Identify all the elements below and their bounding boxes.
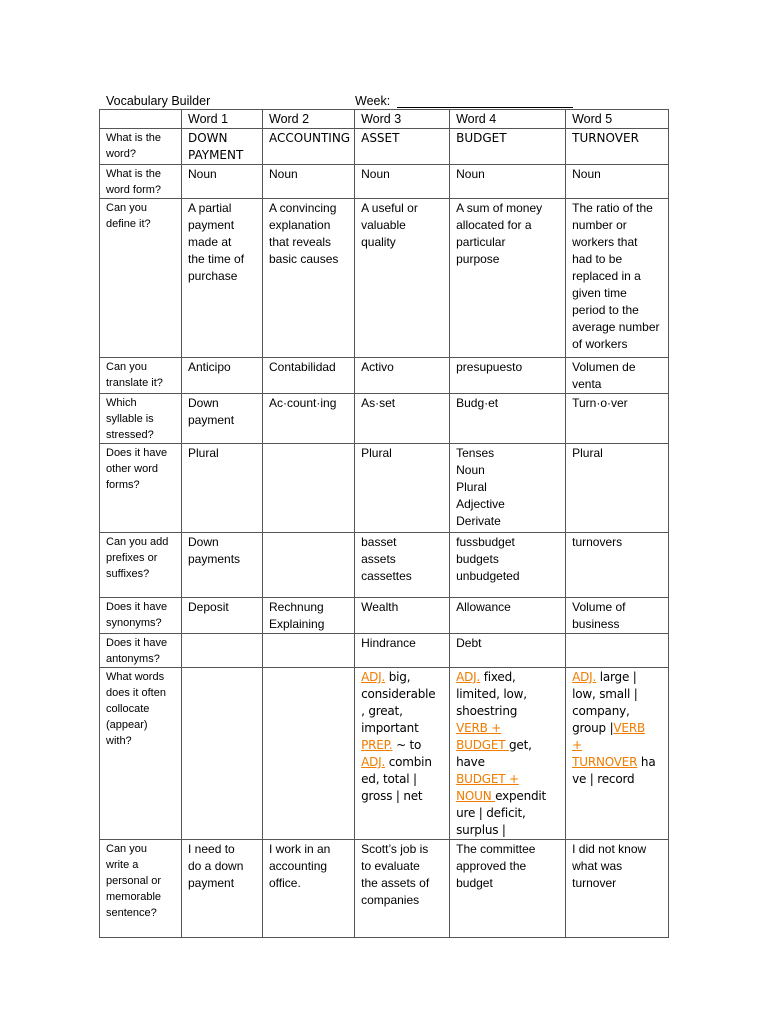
cell-line: Can you	[106, 361, 147, 373]
answer-cell	[182, 533, 263, 598]
cell-line: A convincing	[269, 201, 337, 215]
collocation-line	[572, 737, 664, 754]
cell-line: Wealth	[361, 600, 399, 614]
cell-line: explanation	[269, 218, 331, 232]
cell-line: cassettes	[361, 569, 412, 583]
cell-line: A sum of money	[456, 201, 543, 215]
cell-line: that reveals	[269, 235, 332, 249]
cell-line: given time	[572, 286, 627, 300]
cell-line: turnovers	[572, 535, 623, 549]
collocation-text: low, small |	[572, 687, 638, 701]
collocation-text: have	[456, 755, 485, 769]
grammar-marker: VERB	[613, 721, 645, 735]
collocation-text: big,	[385, 670, 411, 684]
cell-line: Rechnung	[269, 600, 324, 614]
cell-line: Noun	[456, 463, 485, 477]
table-row	[100, 394, 669, 444]
cell-line: other word	[106, 463, 158, 475]
answer-cell	[355, 533, 450, 598]
document-title: Vocabulary Builder	[106, 94, 211, 108]
table-header-row	[100, 110, 669, 129]
question-cell	[100, 165, 182, 199]
cell-line: Ac·count·ing	[269, 396, 337, 410]
cell-line: ACCOUNTING	[269, 131, 351, 145]
cell-line: antonyms?	[106, 653, 160, 665]
table-row	[100, 444, 669, 533]
answer-cell	[566, 668, 669, 840]
collocation-line	[572, 771, 664, 788]
cell-line: Contabilidad	[269, 360, 336, 374]
cell-line: of workers	[572, 337, 628, 351]
cell-line: accounting	[269, 859, 328, 873]
cell-line: do a down	[188, 859, 244, 873]
cell-line: Plural	[572, 446, 603, 460]
cell-line: Debt	[456, 636, 482, 650]
collocation-line	[361, 788, 445, 805]
answer-cell	[263, 444, 355, 533]
grammar-marker: PREP.	[361, 738, 393, 752]
cell-line: budget	[456, 876, 493, 890]
cell-line: Can you	[106, 843, 147, 855]
cell-line: the assets of	[361, 876, 430, 890]
column-header: Word 3	[355, 110, 450, 129]
cell-line: office.	[269, 876, 301, 890]
cell-line: As·set	[361, 396, 396, 410]
cell-line: personal or	[106, 875, 162, 887]
collocation-line	[456, 771, 561, 788]
grammar-marker: ADJ.	[361, 670, 386, 684]
collocation-text: ve | record	[572, 772, 635, 786]
answer-cell	[355, 394, 450, 444]
collocation-line	[456, 720, 561, 737]
table-row	[100, 634, 669, 668]
collocation-line	[456, 822, 561, 839]
cell-line: A partial	[188, 201, 232, 215]
cell-line: payment	[188, 876, 235, 890]
answer-cell	[450, 394, 566, 444]
cell-line: what was	[572, 859, 623, 873]
table-row	[100, 199, 669, 358]
cell-line: Can you add	[106, 536, 169, 548]
cell-line: quality	[361, 235, 396, 249]
question-cell	[100, 668, 182, 840]
cell-line: valuable	[361, 218, 406, 232]
cell-line: Tenses	[456, 446, 495, 460]
collocation-line	[456, 703, 561, 720]
table-row	[100, 840, 669, 938]
answer-cell	[182, 444, 263, 533]
cell-line: payment	[188, 218, 235, 232]
collocation-text: expendit	[495, 789, 547, 803]
cell-line: prefixes or	[106, 552, 158, 564]
answer-cell	[182, 358, 263, 394]
cell-line: assets	[361, 552, 396, 566]
collocation-line	[456, 686, 561, 703]
answer-cell	[566, 165, 669, 199]
collocation-line	[572, 720, 664, 737]
cell-line: number or	[572, 218, 627, 232]
question-cell	[100, 358, 182, 394]
collocation-text: ure | deficit,	[456, 806, 526, 820]
cell-line: ASSET	[361, 131, 400, 145]
week-blank-line	[397, 107, 573, 108]
cell-line: Does it have	[106, 637, 168, 649]
vocabulary-table	[99, 109, 669, 938]
answer-cell	[450, 598, 566, 634]
cell-line: The ratio of the	[572, 201, 653, 215]
cell-line: Deposit	[188, 600, 229, 614]
cell-line: average number	[572, 320, 660, 334]
cell-line: I did not know	[572, 842, 647, 856]
cell-line: Does it have	[106, 447, 168, 459]
cell-line: Does it have	[106, 601, 168, 613]
grammar-marker: ADJ.	[456, 670, 481, 684]
cell-line: Plural	[456, 480, 487, 494]
column-header: Word 1	[182, 110, 263, 129]
cell-line: Allowance	[456, 600, 511, 614]
cell-line: Derivate	[456, 514, 501, 528]
cell-line: business	[572, 617, 620, 631]
cell-line: allocated for a	[456, 218, 532, 232]
cell-line: Volume of	[572, 600, 626, 614]
cell-line: Which	[106, 397, 137, 409]
cell-line: BUDGET	[456, 131, 507, 145]
collocation-text: surplus |	[456, 823, 506, 837]
cell-line: collocate	[106, 703, 150, 715]
answer-cell	[566, 598, 669, 634]
cell-line: word?	[106, 148, 136, 160]
collocation-line	[572, 754, 664, 771]
collocation-text: large |	[596, 670, 637, 684]
collocation-line	[572, 669, 664, 686]
collocation-line	[456, 754, 561, 771]
cell-line: had to be	[572, 252, 623, 266]
answer-cell	[566, 129, 669, 165]
cell-line: basset	[361, 535, 397, 549]
grammar-marker: BUDGET +	[456, 772, 519, 786]
cell-line: Activo	[361, 360, 394, 374]
cell-line: sentence?	[106, 907, 157, 919]
answer-cell	[182, 129, 263, 165]
collocation-line	[572, 703, 664, 720]
cell-line: venta	[572, 377, 602, 391]
answer-cell	[355, 165, 450, 199]
answer-cell	[263, 840, 355, 938]
collocation-text: important	[361, 721, 419, 735]
cell-line: turnover	[572, 876, 617, 890]
answer-cell	[263, 394, 355, 444]
cell-line: payments	[188, 552, 241, 566]
answer-cell	[182, 634, 263, 668]
question-cell	[100, 634, 182, 668]
grammar-marker: ADJ.	[572, 670, 597, 684]
cell-line: The committee	[456, 842, 536, 856]
collocation-text: group |	[572, 721, 614, 735]
cell-line: Down	[188, 396, 219, 410]
cell-line: with?	[106, 735, 132, 747]
cell-line: translate it?	[106, 377, 163, 389]
answer-cell	[450, 634, 566, 668]
answer-cell	[566, 634, 669, 668]
collocation-line	[572, 686, 664, 703]
collocation-text: fixed,	[480, 670, 516, 684]
cell-line: budgets	[456, 552, 499, 566]
collocation-line	[361, 737, 445, 754]
column-header: Word 5	[566, 110, 669, 129]
answer-cell	[355, 634, 450, 668]
collocation-text: , great,	[361, 704, 403, 718]
question-cell	[100, 444, 182, 533]
cell-line: define it?	[106, 218, 151, 230]
answer-cell	[182, 394, 263, 444]
cell-line: write a	[106, 859, 139, 871]
grammar-marker: TURNOVER	[572, 755, 638, 769]
cell-line: does it often	[106, 687, 166, 699]
cell-line: payment	[188, 413, 235, 427]
cell-line: DOWN	[188, 131, 228, 145]
answer-cell	[263, 358, 355, 394]
cell-line: stressed?	[106, 429, 154, 441]
collocation-line	[456, 805, 561, 822]
cell-line: Explaining	[269, 617, 325, 631]
answer-cell	[566, 358, 669, 394]
cell-line: forms?	[106, 479, 140, 491]
cell-line: Hindrance	[361, 636, 416, 650]
cell-line: Plural	[361, 446, 392, 460]
cell-line: Volumen de	[572, 360, 636, 374]
collocation-text: ed, total |	[361, 772, 417, 786]
question-cell	[100, 840, 182, 938]
cell-line: replaced in a	[572, 269, 641, 283]
grammar-marker: +	[572, 738, 582, 752]
collocation-line	[361, 771, 445, 788]
table-row	[100, 358, 669, 394]
answer-cell	[182, 598, 263, 634]
table-row	[100, 668, 669, 840]
cell-line: Scott’s job is	[361, 842, 429, 856]
column-header: Word 4	[450, 110, 566, 129]
cell-line: Budg·et	[456, 396, 499, 410]
cell-line: Noun	[269, 167, 298, 181]
cell-line: to evaluate	[361, 859, 420, 873]
cell-line: Plural	[188, 446, 219, 460]
cell-line: Noun	[572, 167, 601, 181]
cell-line: period to the	[572, 303, 639, 317]
cell-line: (appear)	[106, 719, 148, 731]
cell-line: What is the	[106, 132, 162, 144]
answer-cell	[263, 199, 355, 358]
answer-cell	[263, 598, 355, 634]
cell-line: memorable	[106, 891, 162, 903]
answer-cell	[566, 533, 669, 598]
answer-cell	[182, 668, 263, 840]
table-row	[100, 165, 669, 199]
cell-line: TURNOVER	[572, 131, 639, 145]
table-row	[100, 129, 669, 165]
collocation-text: company,	[572, 704, 630, 718]
answer-cell	[566, 840, 669, 938]
collocation-text: limited, low,	[456, 687, 527, 701]
answer-cell	[450, 165, 566, 199]
cell-line: particular	[456, 235, 506, 249]
collocation-text: gross | net	[361, 789, 423, 803]
answer-cell	[263, 533, 355, 598]
cell-line: A useful or	[361, 201, 418, 215]
collocation-text: ~ to	[392, 738, 422, 752]
cell-line: I work in an	[269, 842, 331, 856]
answer-cell	[450, 199, 566, 358]
table-row	[100, 533, 669, 598]
cell-line: Turn·o·ver	[572, 396, 628, 410]
answer-cell	[355, 840, 450, 938]
collocation-text: get,	[509, 738, 532, 752]
answer-cell	[450, 129, 566, 165]
answer-cell	[566, 444, 669, 533]
cell-line: What words	[106, 671, 165, 683]
answer-cell	[450, 668, 566, 840]
column-header: Word 2	[263, 110, 355, 129]
grammar-marker: BUDGET	[456, 738, 509, 752]
cell-line: I need to	[188, 842, 235, 856]
cell-line: word form?	[106, 184, 162, 196]
cell-line: suffixes?	[106, 568, 150, 580]
collocation-line	[456, 737, 561, 754]
grammar-marker: ADJ.	[361, 755, 386, 769]
cell-line: Noun	[188, 167, 217, 181]
cell-line: basic causes	[269, 252, 339, 266]
answer-cell	[450, 840, 566, 938]
answer-cell	[450, 533, 566, 598]
grammar-marker: NOUN	[456, 789, 496, 803]
answer-cell	[450, 444, 566, 533]
collocation-text: ha	[637, 755, 656, 769]
cell-line: Noun	[456, 167, 485, 181]
collocation-text: shoestring	[456, 704, 518, 718]
cell-line: syllable is	[106, 413, 154, 425]
cell-line: synonyms?	[106, 617, 162, 629]
cell-line: fussbudget	[456, 535, 515, 549]
answer-cell	[450, 358, 566, 394]
collocation-line	[456, 788, 561, 805]
question-cell	[100, 533, 182, 598]
cell-line: workers that	[572, 235, 638, 249]
grammar-marker: VERB +	[456, 721, 502, 735]
cell-line: the time of	[188, 252, 245, 266]
table-row	[100, 598, 669, 634]
question-cell	[100, 129, 182, 165]
page-header	[106, 92, 576, 110]
cell-line: made at	[188, 235, 232, 249]
collocation-line	[361, 703, 445, 720]
cell-line: Anticipo	[188, 360, 231, 374]
answer-cell	[263, 129, 355, 165]
cell-line: purchase	[188, 269, 238, 283]
answer-cell	[182, 199, 263, 358]
question-cell	[100, 394, 182, 444]
question-cell	[100, 598, 182, 634]
collocation-line	[361, 720, 445, 737]
answer-cell	[182, 840, 263, 938]
collocation-line	[361, 686, 445, 703]
cell-line: companies	[361, 893, 420, 907]
cell-line: Noun	[361, 167, 390, 181]
cell-line: purpose	[456, 252, 500, 266]
answer-cell	[355, 444, 450, 533]
cell-line: approved the	[456, 859, 527, 873]
week-label: Week:	[355, 94, 391, 108]
answer-cell	[263, 165, 355, 199]
collocation-line	[361, 669, 445, 686]
collocation-text: combin	[385, 755, 432, 769]
answer-cell	[355, 199, 450, 358]
cell-line: Down	[188, 535, 219, 549]
cell-line: presupuesto	[456, 360, 523, 374]
question-cell	[100, 199, 182, 358]
collocation-text: considerable	[361, 687, 436, 701]
cell-line: unbudgeted	[456, 569, 520, 583]
answer-cell	[263, 634, 355, 668]
answer-cell	[263, 668, 355, 840]
answer-cell	[182, 165, 263, 199]
answer-cell	[355, 668, 450, 840]
answer-cell	[566, 394, 669, 444]
cell-line: Adjective	[456, 497, 505, 511]
collocation-line	[361, 754, 445, 771]
answer-cell	[566, 199, 669, 358]
answer-cell	[355, 598, 450, 634]
header-corner-cell	[100, 110, 182, 129]
cell-line: What is the	[106, 168, 162, 180]
collocation-line	[456, 669, 561, 686]
cell-line: Can you	[106, 202, 147, 214]
answer-cell	[355, 358, 450, 394]
cell-line: PAYMENT	[188, 148, 244, 162]
answer-cell	[355, 129, 450, 165]
